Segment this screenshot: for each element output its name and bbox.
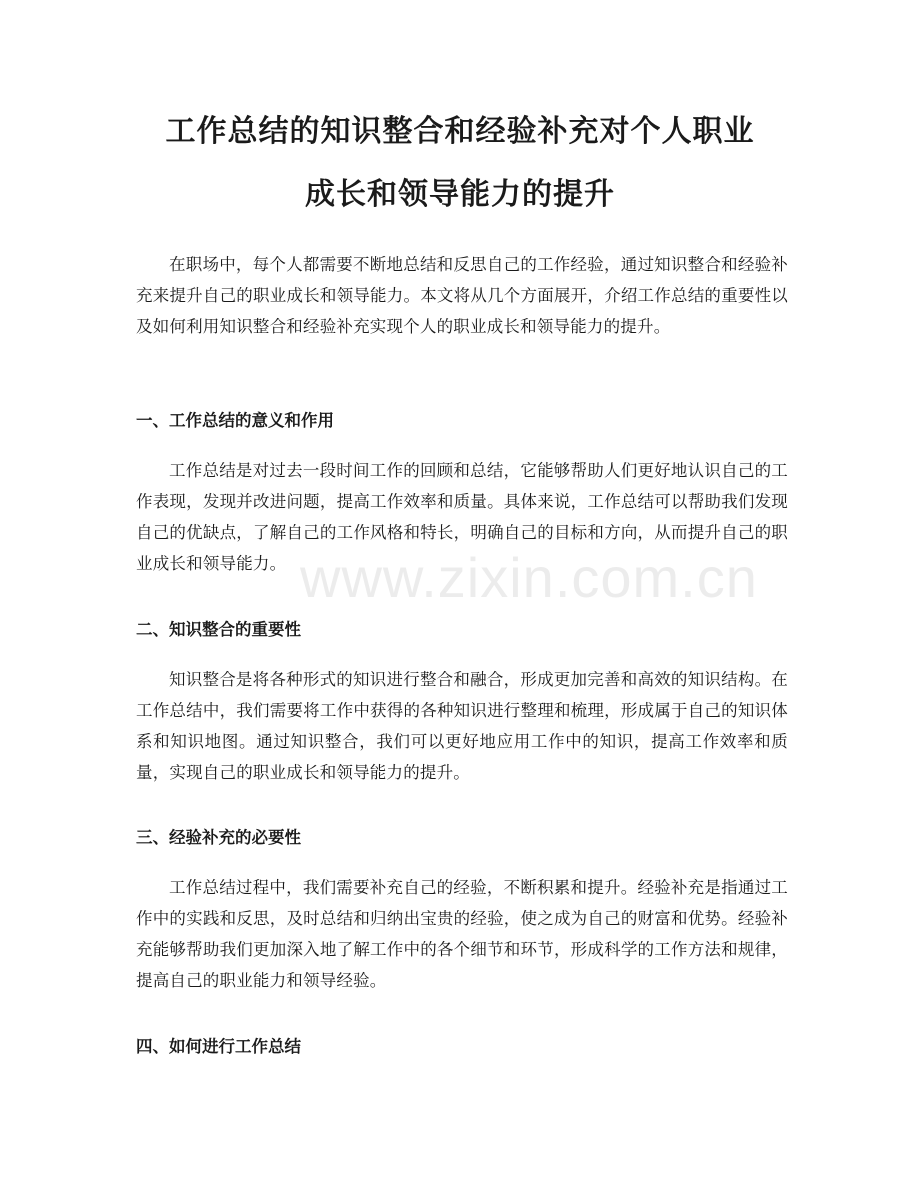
document-title-line-1: 工作总结的知识整合和经验补充对个人职业 (165, 114, 755, 149)
watermark-text: www.zixin.com.cn (300, 546, 758, 609)
document-title-line-2: 成长和领导能力的提升 (305, 177, 615, 212)
section-2-heading: 二、知识整合的重要性 (136, 620, 301, 639)
section-1-paragraph: 工作总结是对过去一段时间工作的回顾和总结，它能够帮助人们更好地认识自己的工作表现，发现并改进问题，提高工作效率和质量。具体来说，工作总结可以帮助我们发现自己的优缺点，了解自己的工作风格和特长，明确自己的目标和方向，从而提升自己的职业成长和领导能力。 (136, 461, 788, 573)
section-1-heading: 一、工作总结的意义和作用 (136, 411, 334, 430)
section-4-heading: 四、如何进行工作总结 (136, 1037, 301, 1056)
section-2-paragraph: 知识整合是将各种形式的知识进行整合和融合，形成更加完善和高效的知识结构。在工作总结中，我们需要将工作中获得的各种知识进行整理和梳理，形成属于自己的知识体系和知识地图。通过知识整合，我们可以更好地应用工作中的知识，提高工作效率和质量，实现自己的职业成长和领导能力的提升。 (136, 670, 788, 782)
section-3-heading: 三、经验补充的必要性 (136, 828, 301, 847)
section-3-paragraph: 工作总结过程中，我们需要补充自己的经验，不断积累和提升。经验补充是指通过工作中的实践和反思，及时总结和归纳出宝贵的经验，使之成为自己的财富和优势。经验补充能够帮助我们更加深入地了解工作中的各个细节和环节，形成科学的工作方法和规律，提高自己的职业能力和领导经验。 (136, 878, 788, 990)
intro-paragraph: 在职场中，每个人都需要不断地总结和反思自己的工作经验，通过知识整合和经验补充来提升自己的职业成长和领导能力。本文将从几个方面展开，介绍工作总结的重要性以及如何利用知识整合和经验补充实现个人的职业成长和领导能力的提升。 (136, 255, 788, 336)
